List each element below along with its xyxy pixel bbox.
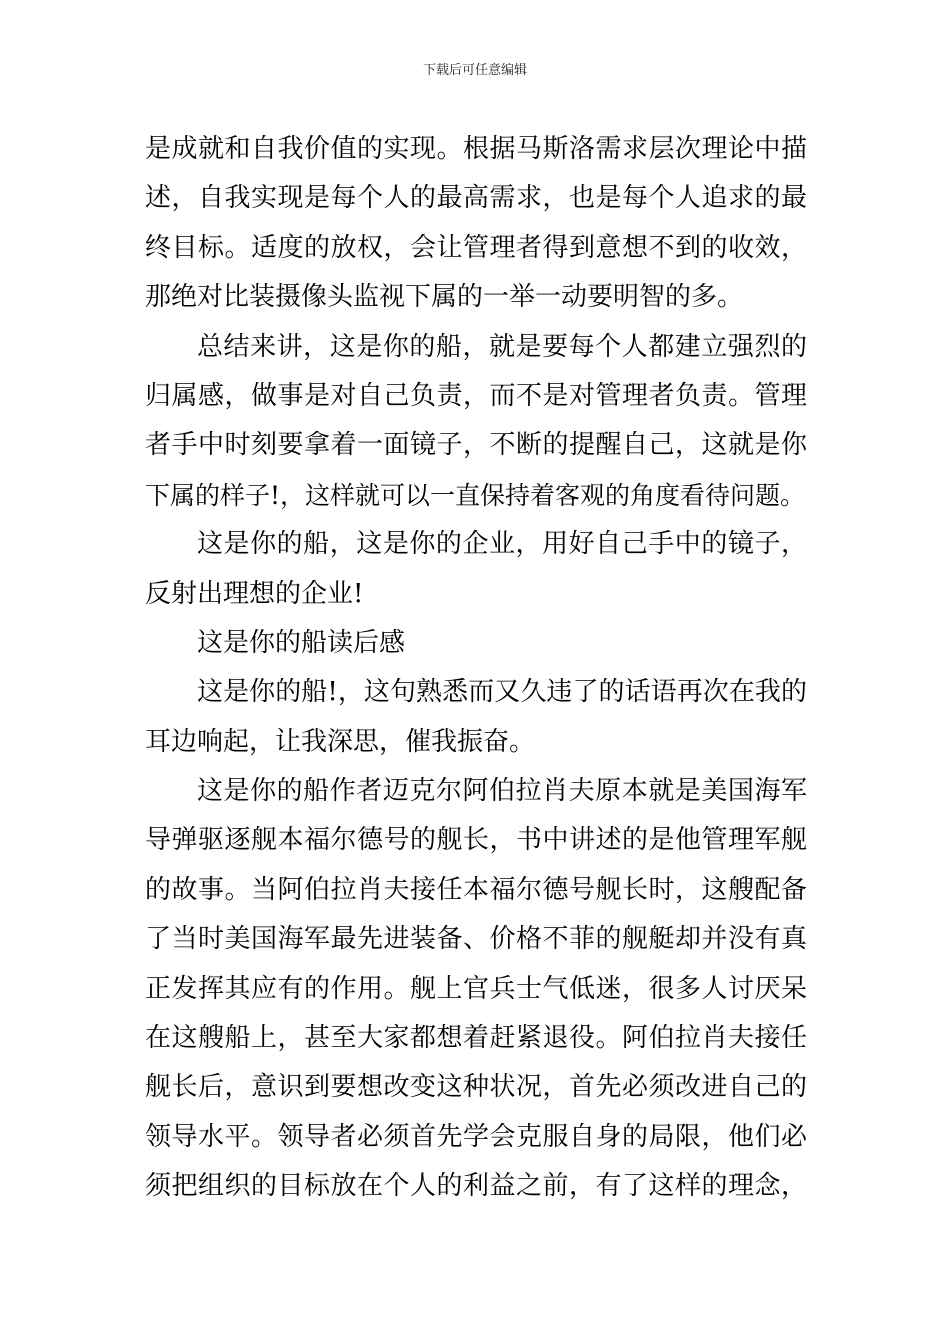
text-line: 这是你的船作者迈克尔阿伯拉肖夫原本就是美国海军 bbox=[197, 776, 807, 807]
text-line: 是成就和自我价值的实现。根据马斯洛需求层次理论中描 bbox=[145, 134, 807, 164]
text-line: 须把组织的目标放在个人的利益之前，有了这样的理念， bbox=[145, 1171, 807, 1202]
text-line: 者手中时刻要拿着一面镜子，不断的提醒自己，这就是你 bbox=[145, 430, 807, 461]
text-line: 舰长后，意识到要想改变这种状况，首先必须改进自己的 bbox=[145, 1072, 807, 1103]
text-line: 反射出理想的企业! bbox=[145, 578, 364, 609]
text-line: 的故事。当阿伯拉肖夫接任本福尔德号舰长时，这艘配备 bbox=[145, 874, 807, 905]
text-line: 这是你的船!，这句熟悉而又久违了的话语再次在我的 bbox=[197, 677, 807, 708]
text-line: 归属感，做事是对自己负责，而不是对管理者负责。管理 bbox=[145, 380, 807, 411]
text-line: 正发挥其应有的作用。舰上官兵士气低迷，很多人讨厌呆 bbox=[145, 973, 807, 1004]
text-line: 导弹驱逐舰本福尔德号的舰长，书中讲述的是他管理军舰 bbox=[145, 825, 807, 856]
text-line: 这是你的船，这是你的企业，用好自己手中的镜子， bbox=[197, 529, 807, 560]
text-line: 总结来讲，这是你的船，就是要每个人都建立强烈的 bbox=[197, 331, 807, 362]
text-line: 了当时美国海军最先进装备、价格不菲的舰艇却并没有真 bbox=[145, 924, 807, 955]
text-line: 终目标。适度的放权，会让管理者得到意想不到的收效， bbox=[145, 232, 807, 263]
text-line: 领导水平。领导者必须首先学会克服自身的局限，他们必 bbox=[145, 1121, 807, 1152]
text-line: 这是你的船读后感 bbox=[197, 627, 406, 658]
text-line: 那绝对比装摄像头监视下属的一举一动要明智的多。 bbox=[145, 282, 744, 313]
text-line: 在这艘船上，甚至大家都想着赶紧退役。阿伯拉肖夫接任 bbox=[145, 1023, 807, 1054]
page-header: 下载后可任意编辑 bbox=[422, 63, 527, 78]
text-line: 耳边响起，让我深思，催我振奋。 bbox=[145, 726, 536, 757]
text-line: 下属的样子!，这样就可以一直保持着客观的角度看待问题。 bbox=[145, 480, 806, 510]
document-body bbox=[145, 125, 807, 1212]
text-line: 述，自我实现是每个人的最高需求，也是每个人追求的最 bbox=[145, 183, 807, 214]
